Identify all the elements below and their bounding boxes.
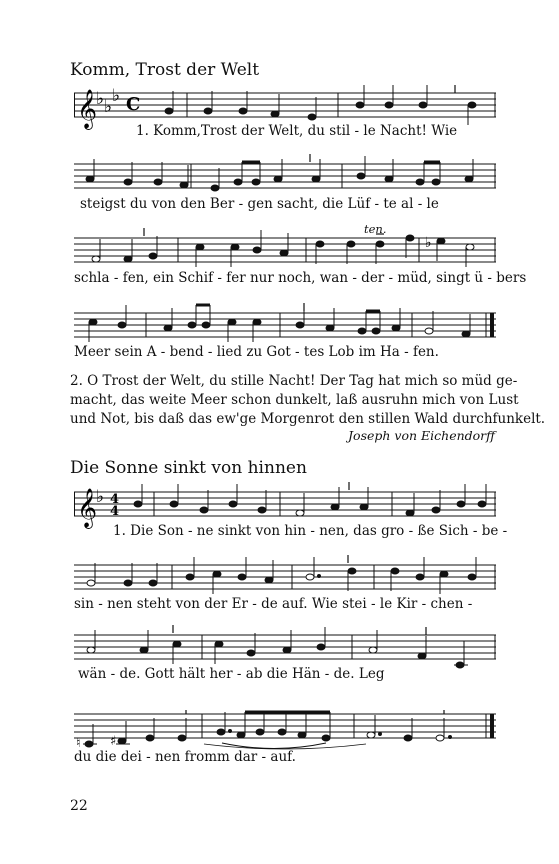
page-number: 22 xyxy=(70,798,88,814)
time-signature: C xyxy=(126,94,141,115)
time-signature-top: 4 xyxy=(110,492,120,507)
svg-text:♭: ♭ xyxy=(96,89,105,109)
treble-clef-icon: 𝄞 xyxy=(77,89,98,129)
svg-text:♭: ♭ xyxy=(96,487,105,507)
lyrics-line: 1. Die Son - ne sinkt von hin - nen, das gro - ße Sich - be - xyxy=(113,523,508,539)
lyrics-line: wän - de. Gott hält her - ab die Hän - de. Leg xyxy=(78,666,385,682)
svg-text:♮: ♮ xyxy=(76,736,81,751)
lyrics-line: steigst du von den Ber - gen sacht, die Lüf - te al - le xyxy=(80,196,439,212)
music-staff xyxy=(74,158,496,212)
lyrics-line: du die dei - nen fromm dar - auf. xyxy=(74,749,296,765)
music-staff xyxy=(74,86,496,139)
music-staff xyxy=(74,486,508,539)
lyrics-line: Meer sein A - bend - lied zu Got - tes Lob im Ha - fen. xyxy=(74,344,439,360)
verse-2 xyxy=(70,372,546,429)
treble-clef-icon: 𝄞 xyxy=(77,488,98,528)
tenuto-marking: ten. xyxy=(364,222,387,236)
music-staff xyxy=(74,559,496,612)
svg-text:♯: ♯ xyxy=(110,734,117,749)
svg-text:♭: ♭ xyxy=(425,235,432,251)
verse-line: macht, das weite Meer schon dunkelt, laß ausruhn mich von Lust xyxy=(70,392,519,408)
verse-line: und Not, bis daß das ew'ge Morgenrot den stillen Wald durchfunkelt. xyxy=(70,411,546,427)
author-credit: Joseph von Eichendorff xyxy=(348,428,495,443)
song-title: Die Sonne sinkt von hinnen xyxy=(70,458,307,478)
song-title: Komm, Trost der Welt xyxy=(70,60,260,80)
time-signature-bottom: 4 xyxy=(110,504,120,519)
music-staff xyxy=(74,307,496,360)
lyrics-line: 1. Komm,Trost der Welt, du stil - le Nacht! Wie xyxy=(136,123,458,139)
music-staff xyxy=(74,629,496,682)
music-staff xyxy=(74,708,496,765)
lyrics-line: sin - nen steht von der Er - de auf. Wie stei - le Kir - chen - xyxy=(74,596,473,612)
verse-line: 2. O Trost der Welt, du stille Nacht! Der Tag hat mich so müd ge- xyxy=(70,373,518,389)
music-staff xyxy=(74,232,527,286)
svg-text:♭: ♭ xyxy=(112,86,121,106)
svg-text:♭: ♭ xyxy=(104,97,113,117)
lyrics-line: schla - fen, ein Schif - fer nur noch, wan - der - müd, singt ü - bers xyxy=(74,270,527,286)
